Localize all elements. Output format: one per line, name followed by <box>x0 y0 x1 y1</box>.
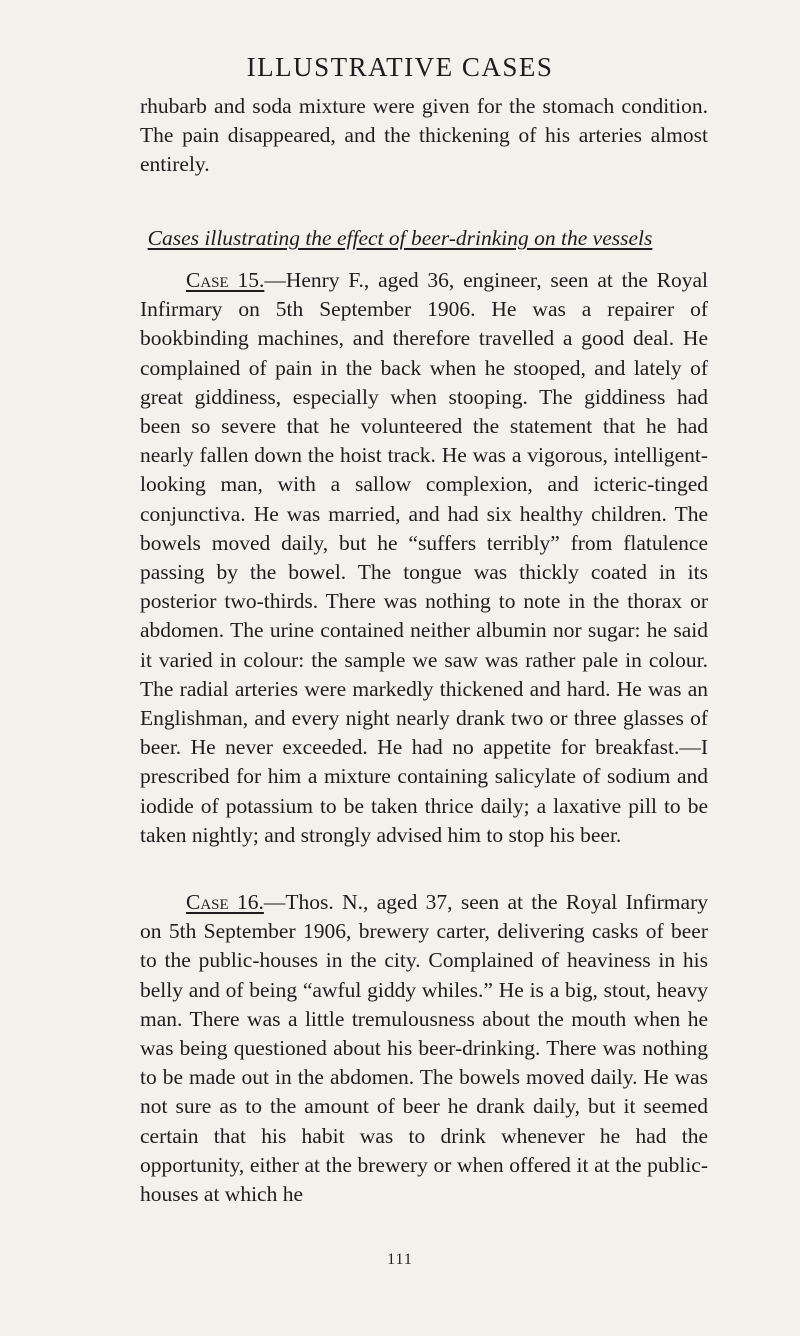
section-subheading <box>0 226 800 251</box>
paragraph-continued-text: rhubarb and soda mixture were given for the stomach condition. The pain disappeared, and the thickening of his arteries almost entirely. <box>140 94 708 177</box>
case-15-label: Case 15. <box>186 268 265 292</box>
case-16-label: Case 16. <box>186 890 264 914</box>
case-16-paragraph <box>140 888 708 1209</box>
case-15-text: —Henry F., aged 36, engineer, seen at the Royal Infirmary on 5th September 1906. He was a repairer of bookbinding machines, and therefore travelled a good deal. He complained of pain in the back when he stooped, and lately of great giddiness, especially when stooping. The giddiness had been so severe that he volunteered the statement that he had nearly fallen down the hoist track. He was a vigorous, intelligent-looking man, with a sallow complexion, and icteric-tinged conjunctiva. He was married, and had six healthy children. The bowels moved daily, but he “suffers terribly” from flatulence passing by the bowel. The tongue was thickly coated in its posterior two-thirds. There was nothing to note in the thorax or abdomen. The urine contained neither albumin nor sugar: he said it varied in colour: the sample we saw was rather pale in colour. The radial arteries were markedly thickened and hard. He was an Englishman, and every night nearly drank two or three glasses of beer. He never exceeded. He had no appetite for breakfast.—I prescribed for him a mixture containing salicylate of sodium and iodide of potassium to be taken thrice daily; a laxative pill to be taken nightly; and strongly advised him to stop his beer. <box>140 268 708 847</box>
page-number: 111 <box>387 1251 413 1268</box>
running-header: ILLUSTRATIVE CASES <box>246 52 554 82</box>
paragraph-continued <box>140 92 708 180</box>
case-16-text: —Thos. N., aged 37, seen at the Royal Infirmary on 5th September 1906, brewery carter, delivering casks of beer to the public-houses in the city. Complained of heaviness in his belly and of being “awful giddy whiles.” He is a big, stout, heavy man. There was a little tremulousness about the mouth when he was being questioned about his beer-drinking. There was nothing to be made out in the abdomen. The bowels moved daily. He was not sure as to the amount of beer he drank daily, but it seemed certain that his habit was to drink whenever he had the opportunity, either at the brewery or when offered it at the public-houses at which he <box>140 890 708 1207</box>
case-15-paragraph <box>140 266 708 850</box>
section-subheading-text: Cases illustrating the effect of beer-drinking on the vessels <box>147 226 653 250</box>
